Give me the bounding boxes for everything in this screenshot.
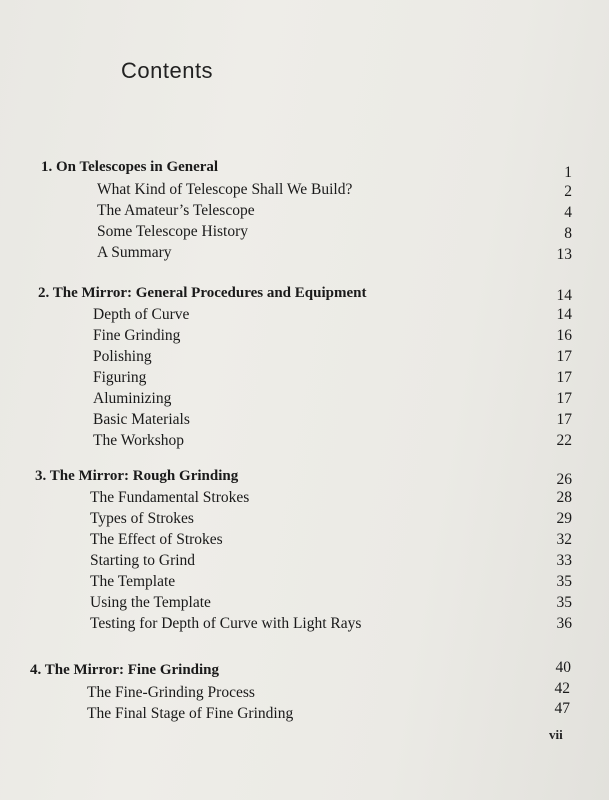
section-title: Starting to Grind [90, 552, 196, 569]
chapter-1 [0, 157, 609, 265]
page-number: 4 [564, 204, 572, 221]
page-number: 13 [556, 246, 572, 263]
page-title: Contents [121, 58, 214, 83]
page-number: 47 [554, 700, 570, 717]
page-number: 17 [556, 411, 572, 428]
toc-entry [0, 573, 609, 594]
section-title: The Fine-Grinding Process [87, 684, 255, 701]
chapter-heading-row [0, 157, 609, 181]
page-number: 22 [556, 432, 572, 449]
section-title: Depth of Curve [93, 306, 190, 323]
section-title: Basic Materials [93, 411, 190, 428]
page-number: 8 [564, 225, 572, 242]
page-number: 35 [556, 573, 572, 590]
page-number: 26 [556, 471, 572, 488]
toc-entry [0, 615, 609, 636]
page-number: 2 [564, 183, 572, 200]
page-number: 1 [564, 164, 572, 181]
toc-entry [0, 432, 609, 453]
chapter-2 [0, 285, 609, 453]
page-number: 16 [556, 327, 572, 344]
page-number: 28 [556, 489, 572, 506]
toc-entry [0, 531, 609, 552]
section-title: The Fundamental Strokes [90, 489, 250, 506]
page-number: 32 [556, 531, 572, 548]
chapter-title: 4. The Mirror: Fine Grinding [30, 662, 220, 678]
section-title: Types of Strokes [90, 510, 194, 527]
page-number: 40 [555, 659, 571, 676]
section-title: The Final Stage of Fine Grinding [87, 705, 294, 722]
page-number: 17 [556, 369, 572, 386]
page-number: 33 [556, 552, 572, 569]
chapter-heading-row [0, 659, 609, 683]
chapter-heading-row [0, 285, 609, 306]
page-number: 36 [556, 615, 572, 632]
page-number: 35 [556, 594, 572, 611]
chapter-4 [0, 659, 609, 725]
section-title: Polishing [93, 348, 152, 365]
section-title: The Effect of Strokes [90, 531, 223, 548]
chapter-title: 1. On Telescopes in General [41, 159, 219, 175]
toc-entry [0, 244, 609, 265]
section-title: What Kind of Telescope Shall We Build? [97, 181, 353, 198]
section-title: The Template [90, 573, 176, 590]
page-number: 42 [554, 680, 570, 697]
chapter-title: 3. The Mirror: Rough Grinding [35, 468, 239, 484]
section-title: Using the Template [90, 594, 211, 611]
toc-entry [0, 223, 609, 244]
toc-entry [0, 348, 609, 369]
section-title: The Amateur’s Telescope [97, 202, 255, 219]
toc-entry [0, 510, 609, 531]
toc-entry [0, 411, 609, 432]
toc-entry [0, 181, 609, 202]
section-title: Fine Grinding [93, 327, 181, 344]
toc-entry [0, 369, 609, 390]
page-number: 29 [556, 510, 572, 527]
chapter-3 [0, 468, 609, 636]
toc-entry [0, 390, 609, 411]
page-number: 14 [556, 287, 572, 304]
toc-entry [0, 202, 609, 223]
page-number: 17 [556, 348, 572, 365]
toc-entry [0, 306, 609, 327]
section-title: Aluminizing [93, 390, 172, 407]
chapter-heading-row [0, 468, 609, 489]
toc-entry [0, 552, 609, 573]
toc-entry [0, 700, 609, 725]
toc-entry [0, 327, 609, 348]
section-title: The Workshop [93, 432, 185, 449]
section-title: Testing for Depth of Curve with Light Rays [90, 615, 362, 632]
toc-entry [0, 680, 609, 704]
section-title: A Summary [97, 244, 172, 261]
toc-entry [0, 594, 609, 615]
chapter-title: 2. The Mirror: General Procedures and Equipment [38, 285, 367, 301]
toc-entry [0, 489, 609, 510]
section-title: Some Telescope History [97, 223, 249, 240]
page-folio: vii [549, 727, 563, 742]
page-number: 17 [556, 390, 572, 407]
section-title: Figuring [93, 369, 147, 386]
page-number: 14 [556, 306, 572, 323]
